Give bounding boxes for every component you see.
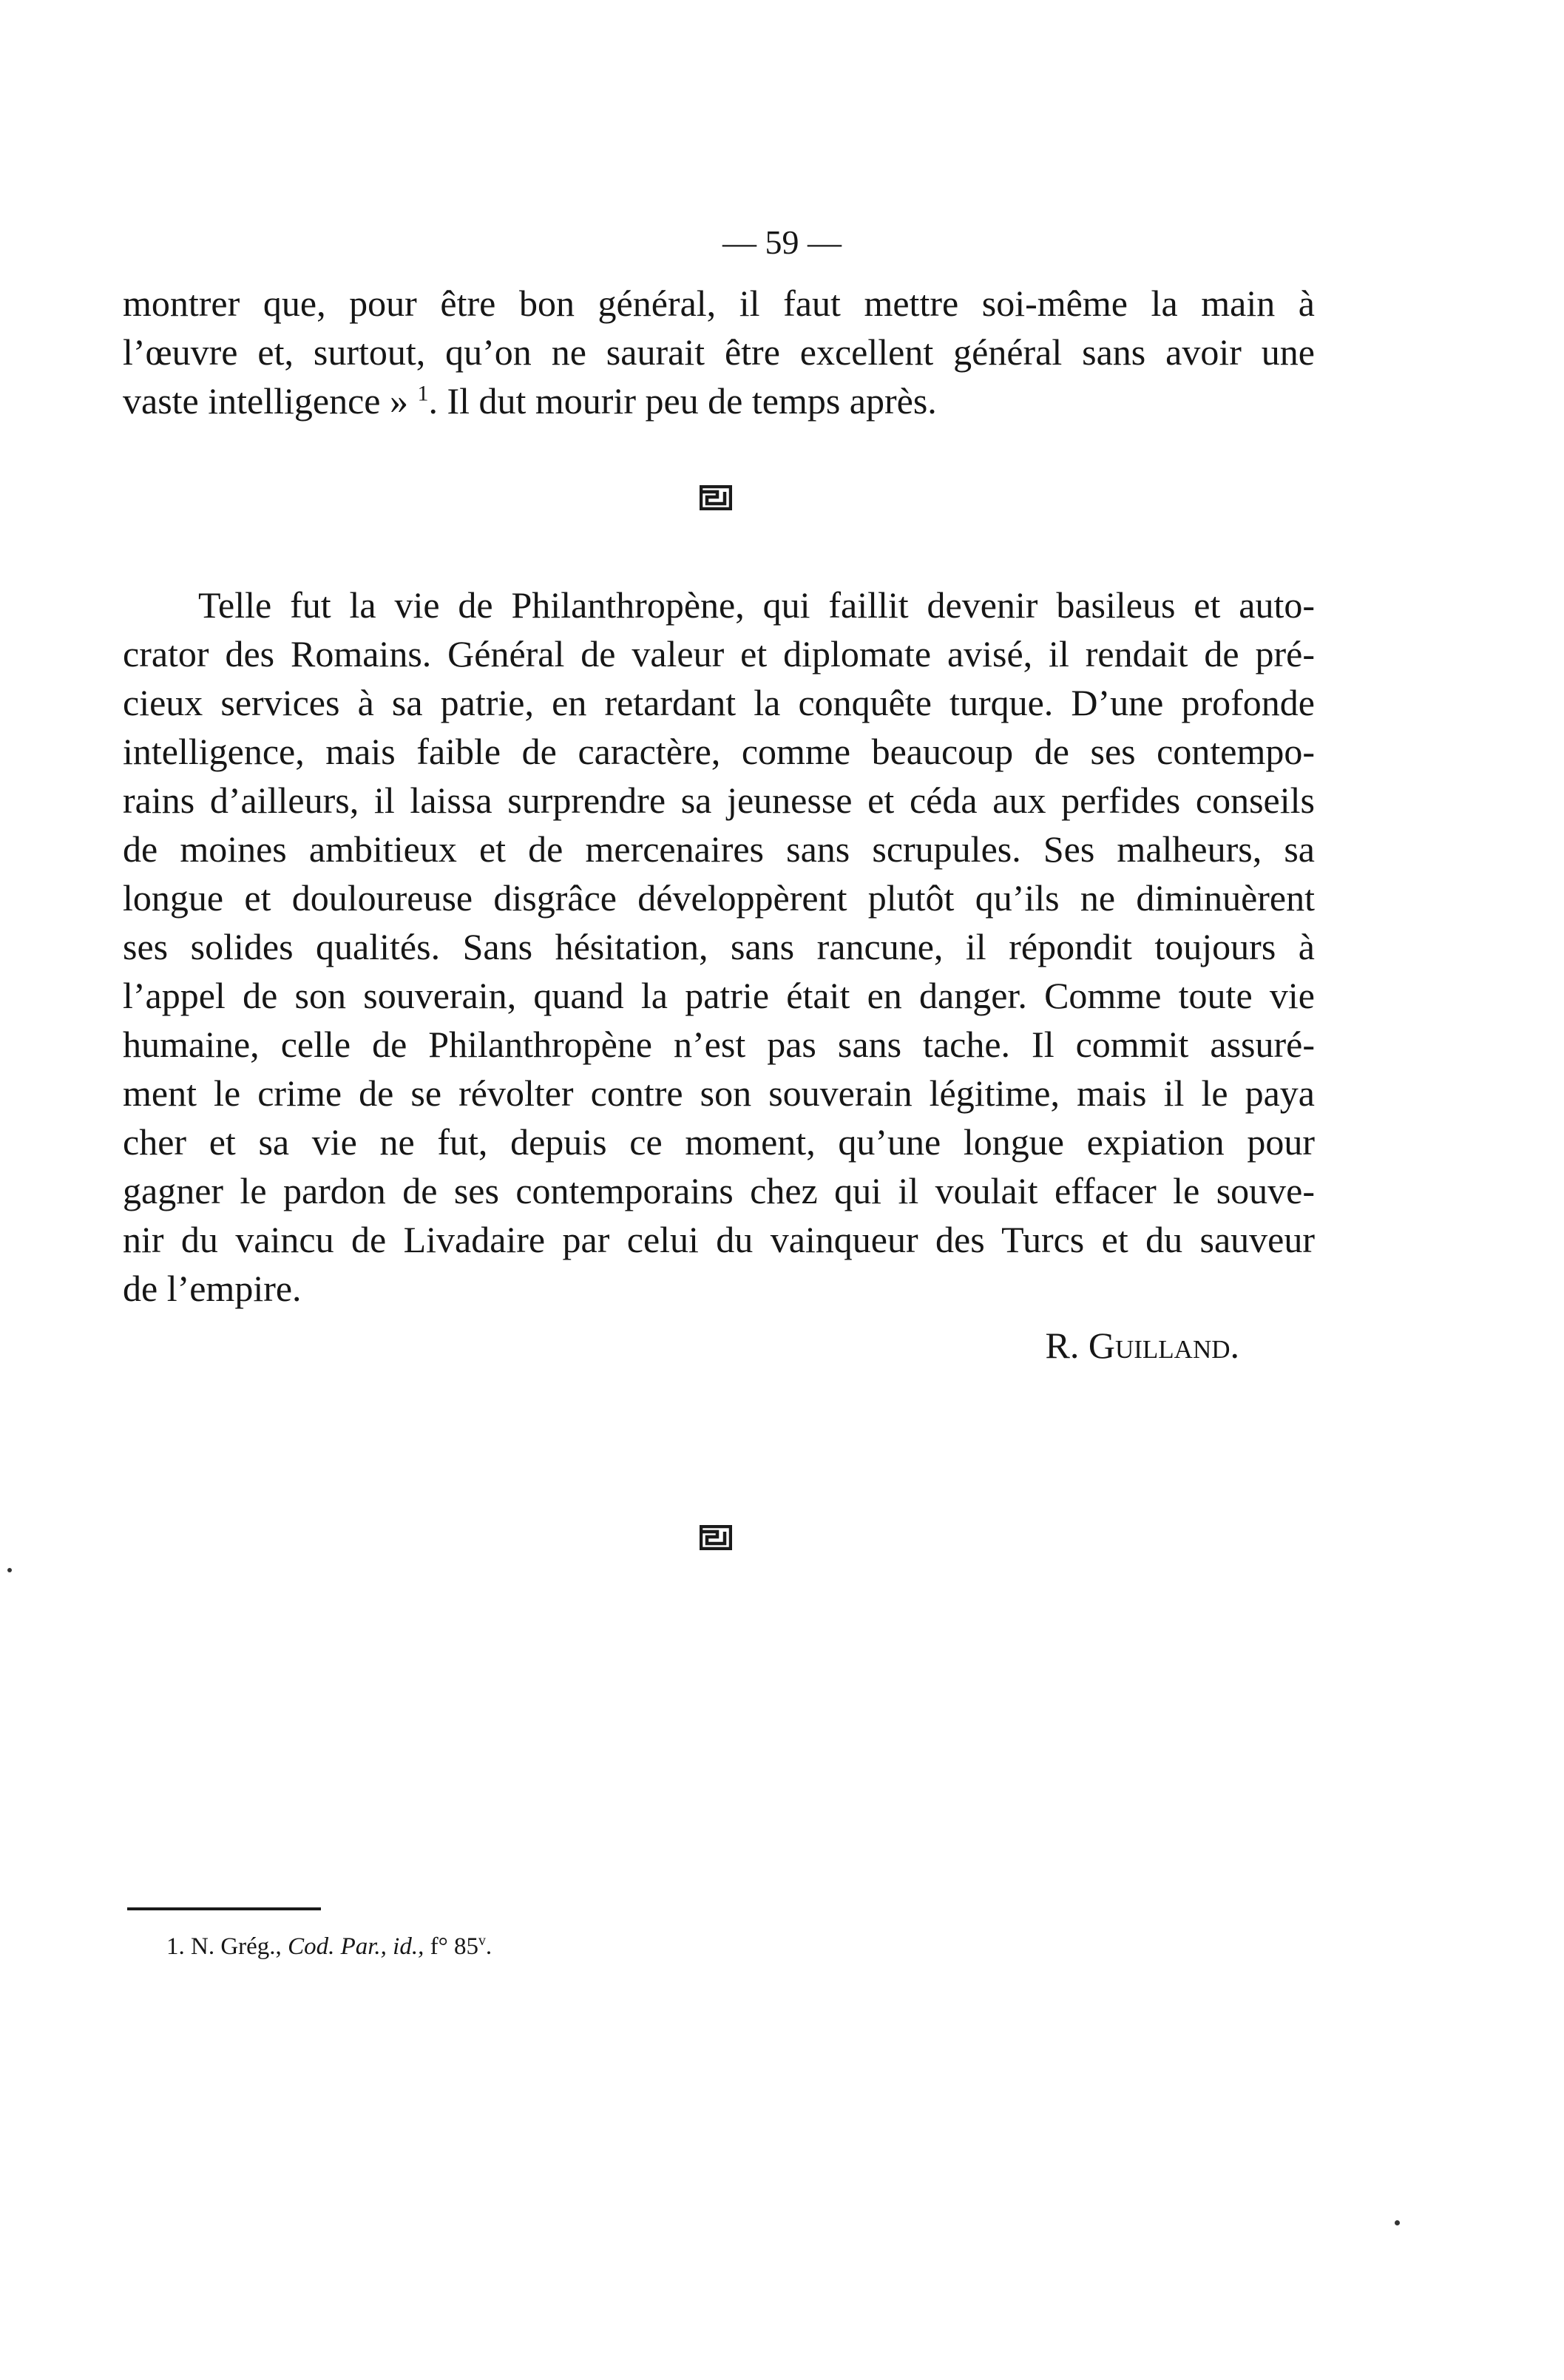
footnote-ref: 1: [417, 381, 429, 406]
text-line: l’œuvre et, surtout, qu’on ne saurait être excellent général sans avoir une: [123, 331, 1315, 373]
text-line-indent: Telle fut la vie de Philanthropène, qui faillit devenir basileus et auto-: [198, 584, 1315, 626]
author-signature: R. Guilland.: [1045, 1325, 1239, 1366]
footnote-number: 1.: [166, 1933, 185, 1960]
text-line-last: de l’empire.: [123, 1268, 302, 1309]
footnote-end: .: [485, 1933, 492, 1960]
footnote-folio: f° 85: [430, 1933, 479, 1960]
footnote-folio-sup: v: [478, 1933, 486, 1949]
text-run: . Il dut mourir peu de temps après.: [428, 380, 937, 422]
text-line: ment le crime de se révolter contre son souverain légitime, mais il le paya: [123, 1072, 1315, 1114]
scan-speck: [7, 1568, 12, 1572]
text-line: longue et douloureuse disgrâce développèrent plutôt qu’ils ne diminuèrent: [123, 877, 1315, 919]
text-line: gagner le pardon de ses contemporains chez qui il voulait effacer le souve-: [123, 1170, 1315, 1211]
text-line: intelligence, mais faible de caractère, comme beaucoup de ses contempo-: [123, 731, 1315, 772]
text-line: de moines ambitieux et de mercenaires sans scrupules. Ses malheurs, sa: [123, 828, 1315, 870]
text-line: humaine, celle de Philanthropène n’est pas sans tache. Il commit assuré-: [123, 1024, 1315, 1065]
greek-key-ornament-icon: [700, 485, 732, 510]
text-line: cher et sa vie ne fut, depuis ce moment, qu’une longue expiation pour: [123, 1121, 1315, 1163]
text-line: nir du vaincu de Livadaire par celui du vainqueur des Turcs et du sauveur: [123, 1219, 1315, 1260]
text-line: l’appel de son souverain, quand la patrie était en danger. Comme toute vie: [123, 975, 1315, 1016]
footnote: [166, 1927, 492, 1966]
scan-speck: [1395, 2220, 1400, 2225]
text-line: ses solides qualités. Sans hésitation, sans rancune, il répondit toujours à: [123, 926, 1315, 967]
text-run: vaste intelligence »: [123, 380, 418, 422]
page-number: — 59 —: [722, 223, 842, 261]
footnote-source: Cod. Par., id.,: [288, 1933, 424, 1960]
text-line-last: [123, 377, 1315, 425]
text-line: cieux services à sa patrie, en retardant la conquête turque. D’une profonde: [123, 682, 1315, 723]
text-line: crator des Romains. Général de valeur et diplomate avisé, il rendait de pré-: [123, 633, 1315, 675]
text-line: montrer que, pour être bon général, il faut mettre soi-même la main à: [123, 283, 1315, 324]
text-line: rains d’ailleurs, il laissa surprendre sa jeunesse et céda aux perfides conseils: [123, 780, 1315, 821]
footnote-author: N. Grég.,: [191, 1933, 282, 1960]
greek-key-ornament-icon: [700, 1525, 732, 1550]
footnote-divider: [127, 1907, 321, 1910]
